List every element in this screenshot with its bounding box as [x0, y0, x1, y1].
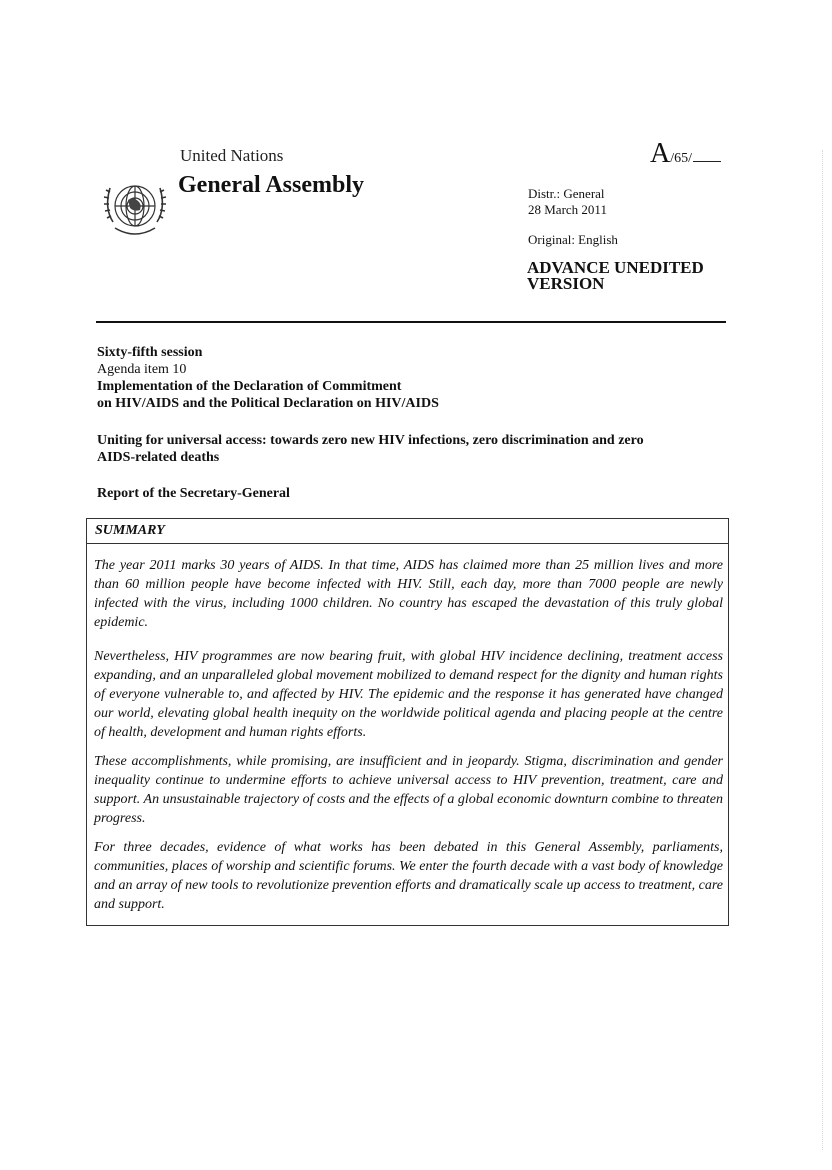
agenda-title-line-1: Implementation of the Declaration of Commitment	[97, 379, 402, 394]
session-label: Sixty-fifth session	[97, 345, 203, 360]
document-symbol	[650, 138, 721, 170]
original-language: Original: English	[528, 232, 618, 247]
advance-line-2: VERSION	[527, 274, 605, 293]
distribution-block	[528, 186, 618, 248]
symbol-number: /65/	[670, 151, 693, 166]
symbol-blank-line	[693, 161, 721, 162]
advance-line-1: ADVANCE UNEDITED	[527, 258, 704, 277]
agenda-title-line-2: on HIV/AIDS and the Political Declaration on HIV/AIDS	[97, 396, 439, 411]
document-date: 28 March 2011	[528, 202, 607, 217]
un-emblem-icon	[98, 174, 172, 244]
summary-paragraph-4: For three decades, evidence of what works has been debated in this General Assembly, parliaments, communities, places of worship and scientific forums. We enter the fourth decade with a vast body of knowledge and an array of new tools to revolutionize prevention efforts and dramatically scale up access to treatment, care and support.	[94, 840, 723, 912]
report-subtitle: Report of the Secretary-General	[97, 486, 290, 501]
header-divider	[96, 321, 726, 323]
distribution-label: Distr.: General	[528, 186, 605, 201]
org-name: United Nations	[180, 146, 284, 165]
summary-heading: SUMMARY	[87, 519, 728, 544]
symbol-letter: A	[650, 138, 671, 169]
advance-unedited-label	[527, 260, 704, 292]
scan-edge-line	[822, 150, 823, 1150]
report-title-line-1: Uniting for universal access: towards zero new HIV infections, zero discrimination and zero	[97, 433, 644, 448]
summary-paragraph-2: Nevertheless, HIV programmes are now bearing fruit, with global HIV incidence declining, treatment access expanding, and an unparalleled global movement mobilized to demand respect for the dignity and human rights of everyone vulnerable to, and affected by HIV. The epidemic and the response it has generated have changed our world, elevating global health inequity on the worldwide political agenda and placing people at the centre of health, development and human rights efforts.	[94, 649, 723, 740]
agenda-item: Agenda item 10	[97, 362, 187, 377]
general-assembly-title: General Assembly	[178, 172, 364, 198]
report-title-line-2: AIDS-related deaths	[97, 450, 220, 465]
summary-box	[86, 518, 729, 926]
summary-paragraph-1: The year 2011 marks 30 years of AIDS. In that time, AIDS has claimed more than 25 million lives and more than 60 million people have become infected with HIV. Still, each day, more than 7000 people are newly infected with the virus, including 1000 children. No country has escaped the devastation of this truly global epidemic.	[94, 558, 723, 630]
summary-paragraph-3: These accomplishments, while promising, are insufficient and in jeopardy. Stigma, discrimination and gender inequality continue to undermine efforts to achieve universal access to HIV prevention, treatment, care and support. An unsustainable trajectory of costs and the effects of a global economic downturn combine to threaten progress.	[94, 754, 723, 826]
